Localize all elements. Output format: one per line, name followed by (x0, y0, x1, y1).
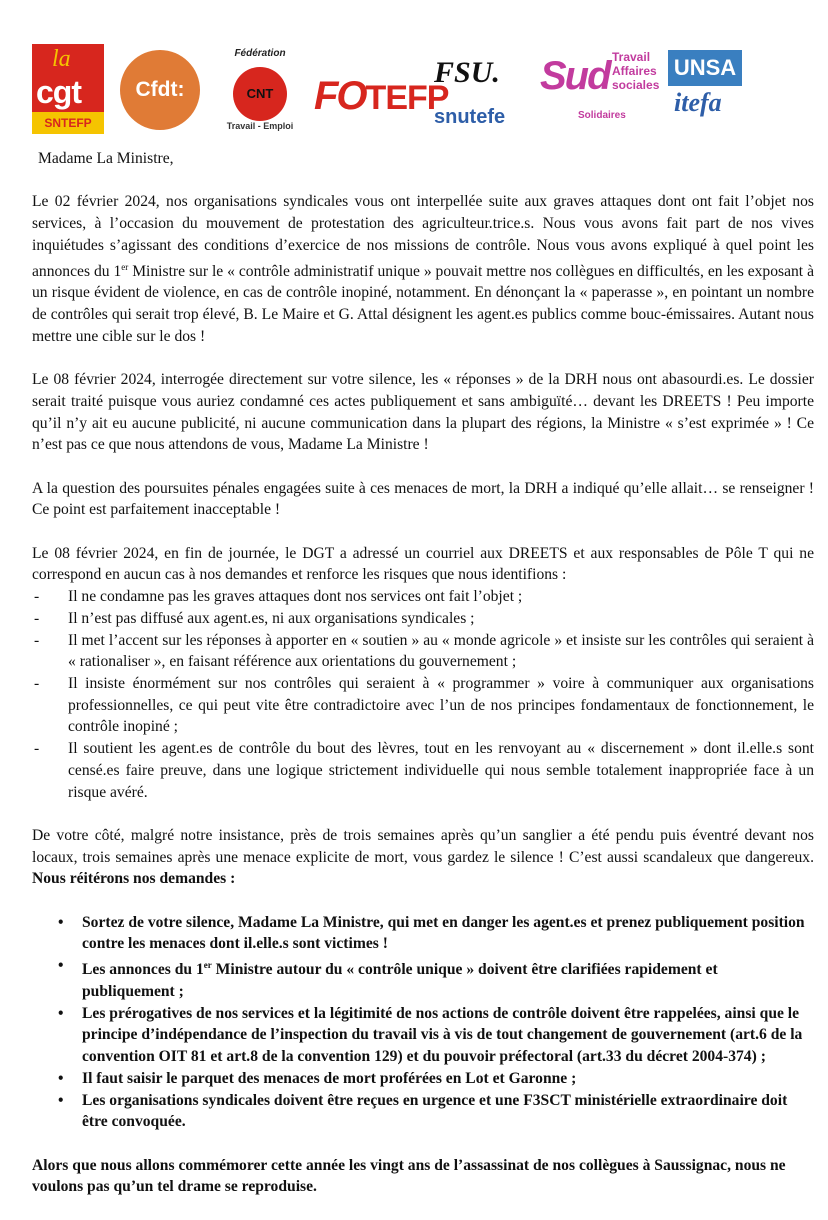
paragraph-1 (32, 191, 814, 347)
superscript-er: er (203, 960, 212, 971)
demand-2-text-b: Ministre autour du « contrôle unique » doivent être clarifiées rapidement et publiquement ; (82, 961, 718, 1000)
cnt-logo-top: Fédération (234, 48, 286, 59)
cgt-logo (32, 44, 104, 134)
cgt-logo-name: cgt (36, 74, 81, 110)
list-item: - Il soutient les agent.es de contrôle du bout des lèvres, tout en les renvoyant au « discernement » dont il.elle.s sont censé.es faire preuve, dans une logique strictement individuelle qui nous semble totalement inappropriée face à un risque avéré. (32, 738, 814, 803)
demand-item: • Sortez de votre silence, Madame La Ministre, qui met en danger les agent.es et prenez publiquement position contre les menaces dont il.elle.s sont victimes ! (32, 912, 814, 955)
fsu-logo: FSU. (434, 56, 500, 89)
cfdt-logo: Cfdt: (120, 50, 200, 130)
snutefe-logo: snutefe (434, 106, 506, 128)
letter-body (32, 148, 814, 1220)
paragraph-5 (32, 825, 814, 890)
paragraph-5-text: De votre côté, malgré notre insistance, près de trois semaines après qu’un sanglier a été pendu puis éventré devant nos locaux, trois semaines après une menace explicite de mort, vous gardez le silence ! C’est aussi scandaleux que dangereux. (32, 826, 814, 866)
demand-item: • Il faut saisir le parquet des menaces de mort proférées en Lot et Garonne ; (32, 1068, 814, 1090)
demand-item (32, 955, 814, 1003)
fo-logo-name: FO (314, 74, 366, 118)
list-item: - Il n’est pas diffusé aux agent.es, ni aux organisations syndicales ; (32, 608, 814, 630)
itefa-logo: itefa (674, 88, 722, 117)
demands-list (32, 912, 814, 1133)
list-item: - Il ne condamne pas les graves attaques dont nos services ont fait l’objet ; (32, 586, 814, 608)
cnt-logo-sub: Travail - Emploi (226, 121, 294, 131)
cnt-logo (220, 48, 300, 134)
cgt-logo-sub: SNTEFP (32, 112, 104, 134)
list-item: - Il insiste énormément sur nos contrôles qui seraient à « programmer » voire à communiquer aux organisations professionnelles, ce qui peut vite être contradictoire avec l’un de nos principes fondamentaux de fonctionnement, le contrôle inopiné ; (32, 673, 814, 738)
demand-item: • Les prérogatives de nos services et la légitimité de nos actions de contrôle doivent être rappelées, ainsi que le principe d’indépendance de l’inspection du travail vis à vis de tout changement de gouvernement (art.6 de la convention OIT 81 et art.8 de la convention 129) et du pouvoir préfectoral (art.33 du décret 2004-374) ; (32, 1003, 814, 1068)
sud-logo-side: Travail Affaires sociales (612, 50, 660, 92)
solidaires-logo: Solidaires (578, 110, 626, 121)
union-logos (32, 44, 792, 136)
paragraph-4: Le 08 février 2024, en fin de journée, le DGT a adressé un courriel aux DREETS et aux responsables de Pôle T qui ne correspond en aucun cas à nos demandes et renforce les risques que nous identifions : (32, 544, 814, 584)
superscript-er: er (121, 261, 129, 272)
list-item: - Il met l’accent sur les réponses à apporter en « soutien » au « monde agricole » et insiste sur les contrôles qui seraient à « rationaliser », en faisant référence aux orientations du gouvernement ; (32, 630, 814, 673)
sud-logo: Sud (540, 54, 610, 98)
salutation: Madame La Ministre, (38, 150, 174, 167)
demands-heading: Nous réitérons nos demandes : (32, 870, 236, 888)
demand-2-text-a: Les annonces du 1 (82, 961, 204, 979)
paragraph-2: Le 08 février 2024, interrogée directement sur votre silence, les « réponses » de la DRH nous ont abasourdi.es. Le dossier serait traité puisque vous auriez condamné ces actes publiquement et sans ambiguïté… devant les DREETS ! Peu importe qu’il n’y ait eu aucune publicité, ni aucune communication dans la plupart des régions, la Ministre « s’est exprimée » ! Ce n’est pas ce que nous attendons de vous, Madame La Ministre ! (32, 371, 814, 454)
closing-statement: Alors que nous allons commémorer cette année les vingt ans de l’assassinat de nos collègues à Saussignac, nous ne voulons pas qu’un tel drame se reproduise. (32, 1156, 786, 1196)
fo-logo (314, 74, 448, 119)
paragraph-3: A la question des poursuites pénales engagées suite à ces menaces de mort, la DRH a indiqué qu’elle allait… se renseigner ! Ce point est parfaitement inacceptable ! (32, 479, 814, 519)
cnt-logo-name: CNT (233, 67, 287, 121)
paragraph-1-text-b: Ministre sur le « contrôle administratif unique » pouvait mettre nos collègues en difficultés, en les exposant à un risque évident de violence, en cas de contrôle inopiné, notamment. En dénonçant la « paperasse », en pointant un nombre de contrôles qui serait trop élevé, B. Le Maire et G. Attal désignent les agent.es publics comme bouc-émissaires. Autant nous mettre une cible sur le dos ! (32, 262, 814, 345)
cgt-logo-la: la (52, 46, 71, 72)
fo-logo-sub: TEFP (365, 79, 449, 117)
demand-item: • Les organisations syndicales doivent être reçues en urgence et une F3SCT ministérielle extraordinaire doit être convoquée. (32, 1090, 814, 1133)
unsa-logo: UNSA (668, 50, 742, 86)
dgt-email-criticisms-list (32, 586, 814, 803)
paragraph-1-text-a: Le 02 février 2024, nos organisations syndicales vous ont interpellée suite aux graves attaques dont ont fait l’objet nos services, à l’occasion du mouvement de protestation des agriculteur.trice.s. Nous vous avons fait part de nos vives inquiétudes s’agissant des conditions d’exercice de nos missions de contrôle. Nous vous avons expliqué à quel point les annonces du 1 (32, 193, 814, 280)
